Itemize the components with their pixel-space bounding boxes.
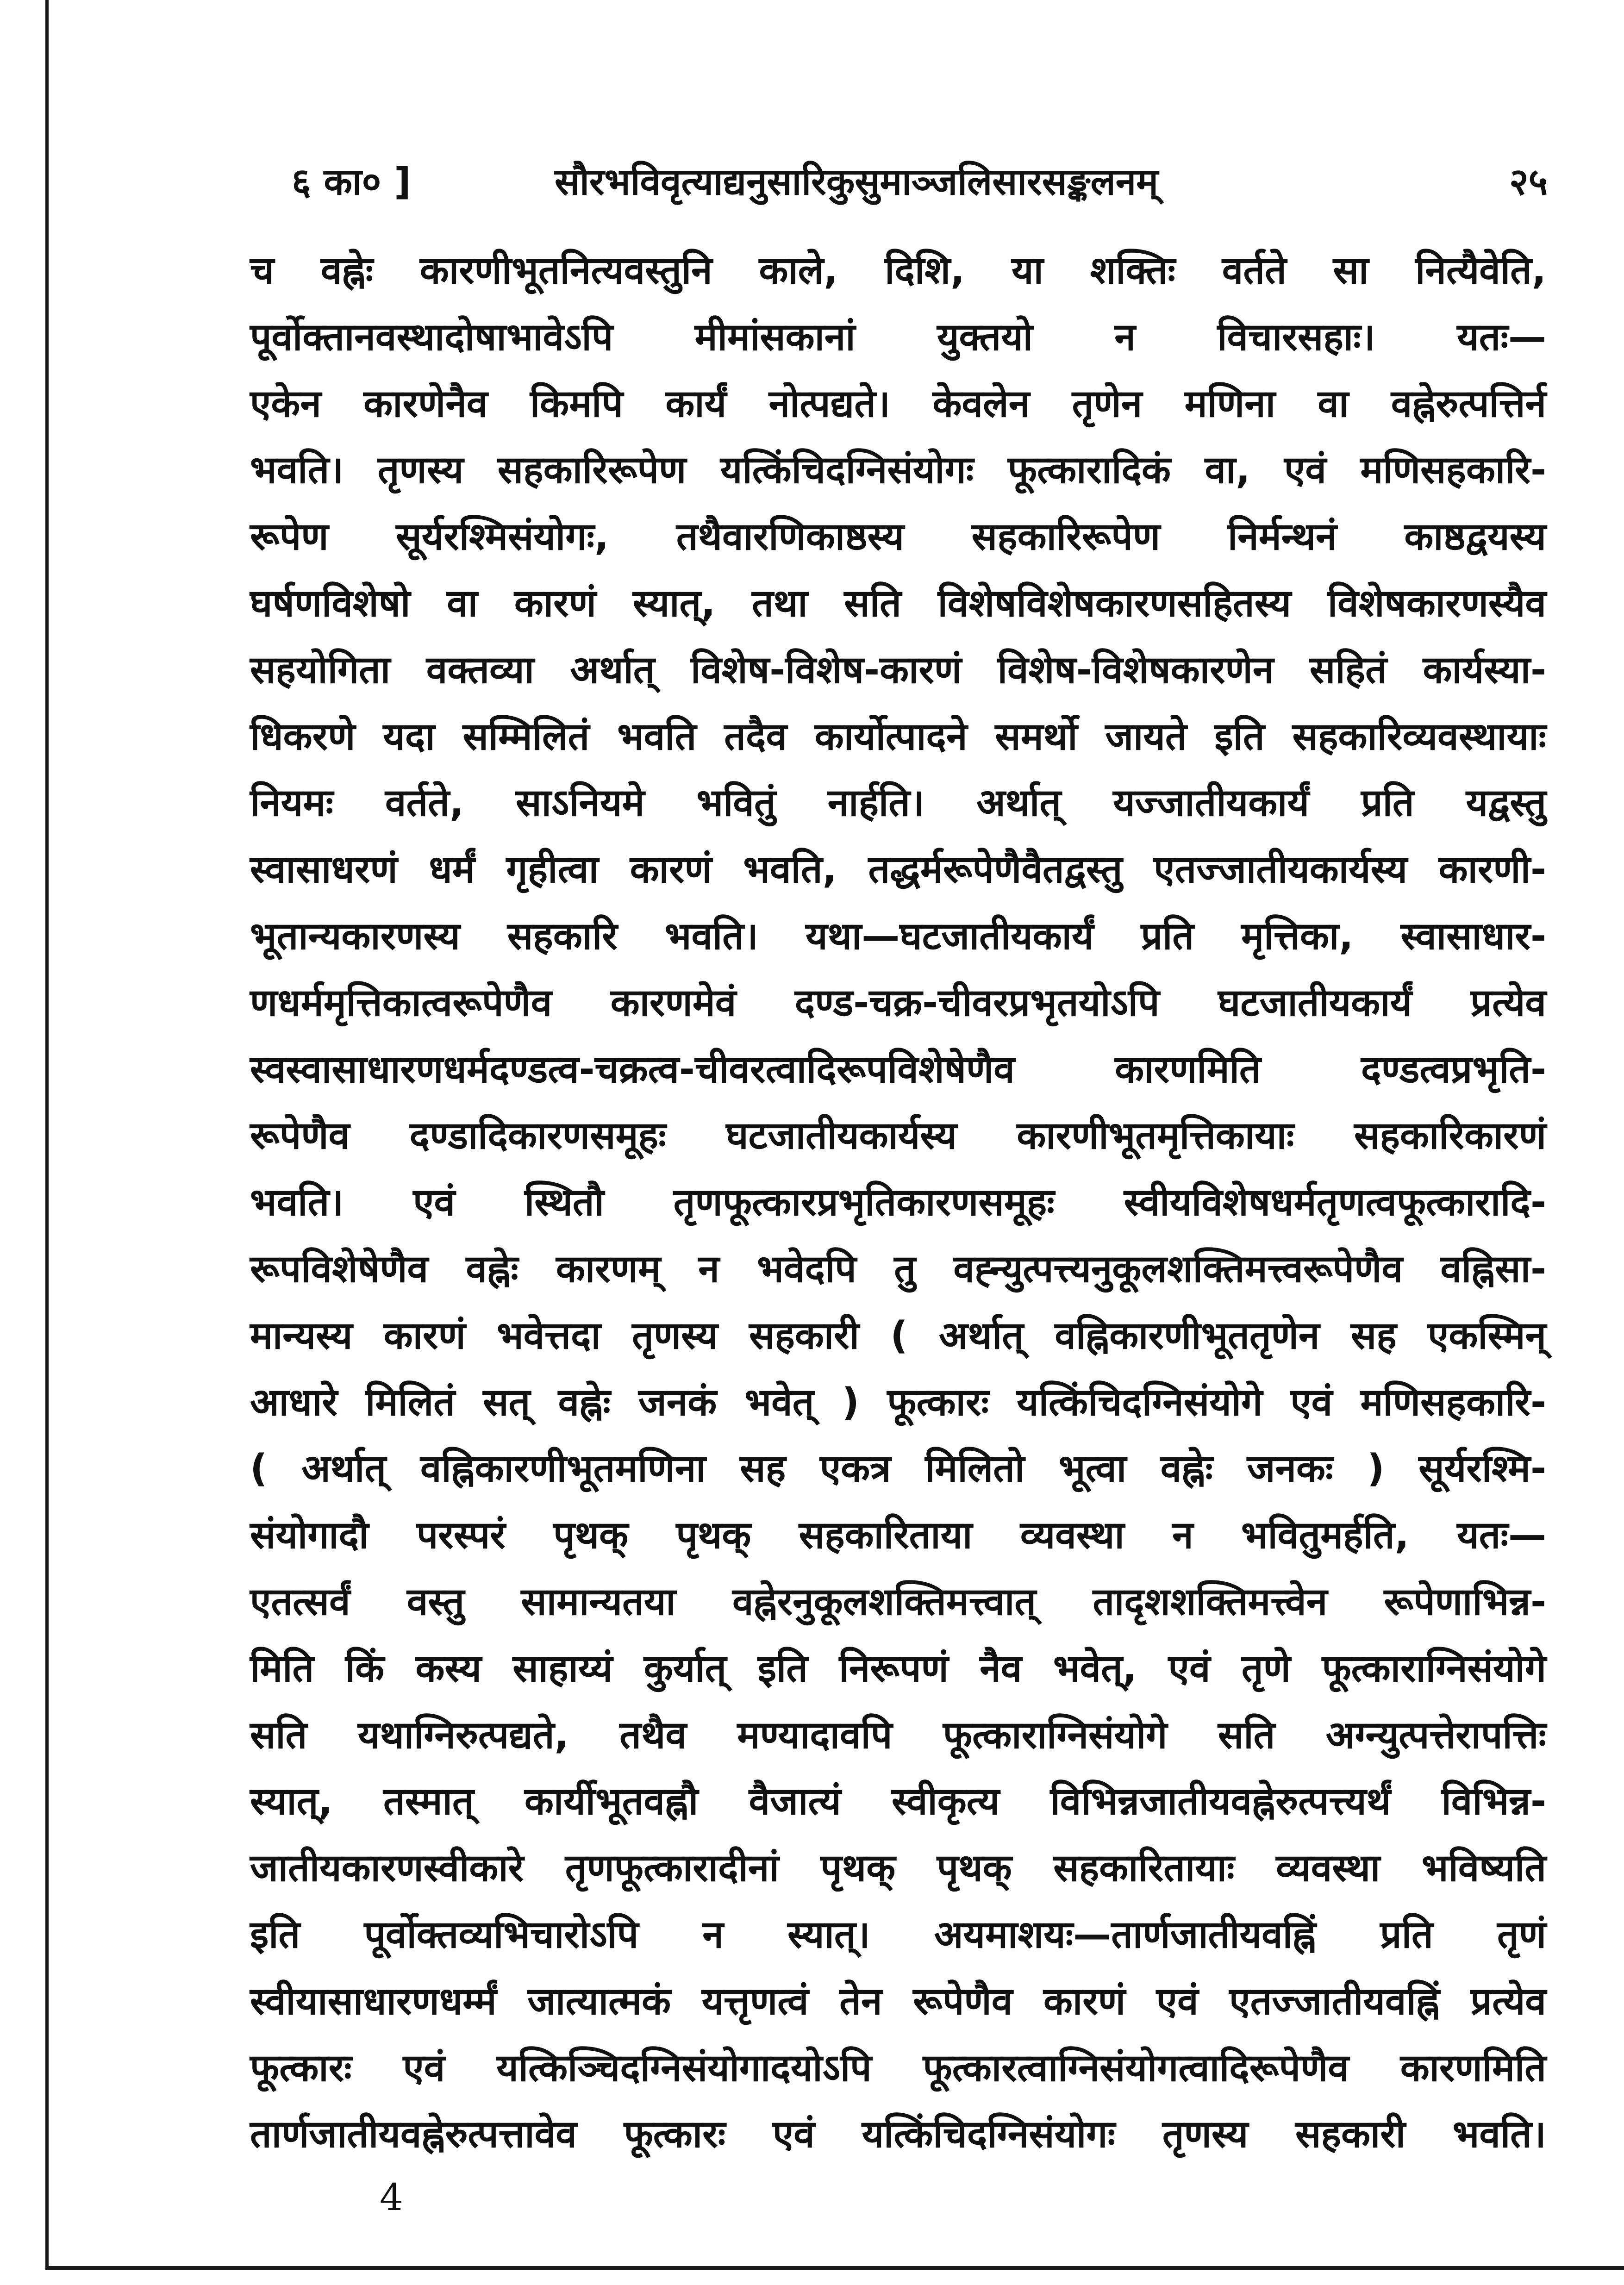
text-line: स्वस्वासाधारणधर्मदण्डत्व-चक्रत्व-चीवरत्वादिरूपविशेषेणैव कारणमिति दण्डत्वप्रभृति- xyxy=(250,1047,1546,1092)
text-line: स्यात्, तस्मात् कार्यीभूतवह्नौ वैजात्यं स्वीकृत्य विभिन्नजातीयवह्नेरुत्पत्त्यर्थं विभिन्न- xyxy=(250,1779,1546,1824)
signature-mark: 4 xyxy=(380,2176,403,2219)
text-line: भूतान्यकारणस्य सहकारि भवति। यथा—घटजातीयकार्यं प्रति मृत्तिका, स्वासाधार- xyxy=(250,914,1546,958)
text-line: संयोगादौ परस्परं पृथक् पृथक् सहकारिताया व्यवस्था न भवितुमर्हति, यतः— xyxy=(250,1513,1546,1558)
text-line: णधर्ममृत्तिकात्वरूपेणैव कारणमेवं दण्ड-चक्र-चीवरप्रभृतयोऽपि घटजातीयकार्यं प्रत्येव xyxy=(250,980,1546,1025)
text-line: धिकरणे यदा सम्मिलितं भवति तदैव कार्योत्पादने समर्थो जायते इति सहकारिव्यवस्थायाः xyxy=(250,714,1546,759)
text-line: सति यथाग्निरुत्पद्यते, तथैव मण्यादावपि फूत्काराग्निसंयोगे सति अग्न्युत्पत्तेरापत्तिः xyxy=(250,1713,1546,1757)
text-line: जातीयकारणस्वीकारे तृणफूत्कारादीनां पृथक् पृथक् सहकारितायाः व्यवस्था भविष्यति xyxy=(250,1846,1546,1891)
text-line: स्वासाधरणं धर्मं गृहीत्वा कारणं भवति, तद्धर्मरूपेणैवैतद्वस्तु एतज्जातीयकार्यस्य कारणी- xyxy=(250,848,1546,892)
text-line: रूपेण सूर्यरश्मिसंयोगः, तथैवारणिकाष्ठस्य सहकारिरूपेण निर्मन्थनं काष्ठद्वयस्य xyxy=(250,515,1546,559)
text-line: रूपेणैव दण्डादिकारणसमूहः घटजातीयकार्यस्य कारणीभूतमृत्तिकायाः सहकारिकारणं xyxy=(250,1114,1546,1158)
page-bottom-border xyxy=(45,2266,1624,2270)
text-line: इति पूर्वोक्तव्यभिचारोऽपि न स्यात्। अयमाशयः—तार्णजातीयवह्निं प्रति तृणं xyxy=(250,1913,1546,1957)
text-line: रूपविशेषेणैव वह्नेः कारणम् न भवेदपि तु वह्न्युत्पत्त्यनुकूलशक्तिमत्त्वरूपेणैव वह्निसा- xyxy=(250,1247,1546,1291)
text-line: घर्षणविशेषो वा कारणं स्यात्, तथा सति विशेषविशेषकारणसहितस्य विशेषकारणस्यैव xyxy=(250,581,1546,625)
text-line: मान्यस्य कारणं भवेत्तदा तृणस्य सहकारी ( अर्थात् वह्निकारणीभूततृणेन सह एकस्मिन् xyxy=(250,1313,1546,1358)
text-line: सहयोगिता वक्तव्या अर्थात् विशेष-विशेष-कारणं विशेष-विशेषकारणेन सहितं कार्यस्या- xyxy=(250,648,1546,692)
text-line: तार्णजातीयवह्नेरुत्पत्तावेव फूत्कारः एवं यत्किंचिदग्निसंयोगः तृणस्य सहकारी भवति। xyxy=(250,2112,1546,2157)
text-line: नियमः वर्तते, साऽनियमे भवितुं नार्हति। अर्थात् यज्जातीयकार्यं प्रति यद्वस्तु xyxy=(250,781,1546,825)
page-left-border xyxy=(45,0,49,2268)
text-line: ( अर्थात् वह्निकारणीभूतमणिना सह एकत्र मिलितो भूत्वा वह्नेः जनकः ) सूर्यरश्मि- xyxy=(250,1447,1546,1491)
text-line: स्वीयासाधारणधर्म्मं जात्यात्मकं यत्तृणत्वं तेन रूपेणैव कारणं एवं एतज्जातीयवह्निं प्रत्येव xyxy=(250,1979,1546,2023)
text-line: आधारे मिलितं सत् वह्नेः जनकं भवेत् ) फूत्कारः यत्किंचिदग्निसंयोगे एवं मणिसहकारि- xyxy=(250,1380,1546,1424)
text-line: च वह्नेः कारणीभूतनित्यवस्तुनि काले, दिशि, या शक्तिः वर्तते सा नित्यैवेति, xyxy=(250,249,1546,293)
running-head-title: सौरभविवृत्याद्यनुसारिकुसुमाञ्जलिसारसङ्कलनम् xyxy=(555,160,1158,203)
text-line: पूर्वोक्तानवस्थादोषाभावेऽपि मीमांसकानां युक्तयो न विचारसहाः। यतः— xyxy=(250,315,1546,359)
running-head-section: ६ का० ] xyxy=(292,160,411,203)
text-line: एकेन कारणेनैव किमपि कार्यं नोत्पद्यते। केवलेन तृणेन मणिना वा वह्नेरुत्पत्तिर्न xyxy=(250,381,1546,426)
text-line: भवति। एवं स्थितौ तृणफूत्कारप्रभृतिकारणसमूहः स्वीयविशेषधर्मतृणत्वफूत्कारादि- xyxy=(250,1180,1546,1225)
text-line: फूत्कारः एवं यत्किञ्चिदग्निसंयोगादयोऽपि फूत्कारत्वाग्निसंयोगत्वादिरूपेणैव कारणमिति xyxy=(250,2046,1546,2090)
text-line: एतत्सर्वं वस्तु सामान्यतया वह्नेरनुकूलशक्तिमत्त्वात् तादृशशक्तिमत्त्वेन रूपेणाभिन्न- xyxy=(250,1580,1546,1624)
text-line: मिति किं कस्य साहाय्यं कुर्यात् इति निरूपणं नैव भवेत्, एवं तृणे फूत्काराग्निसंयोगे xyxy=(250,1646,1546,1691)
page-number: २५ xyxy=(1509,160,1548,203)
text-line: भवति। तृणस्य सहकारिरूपेण यत्किंचिदग्निसंयोगः फूत्कारादिकं वा, एवं मणिसहकारि- xyxy=(250,448,1546,493)
